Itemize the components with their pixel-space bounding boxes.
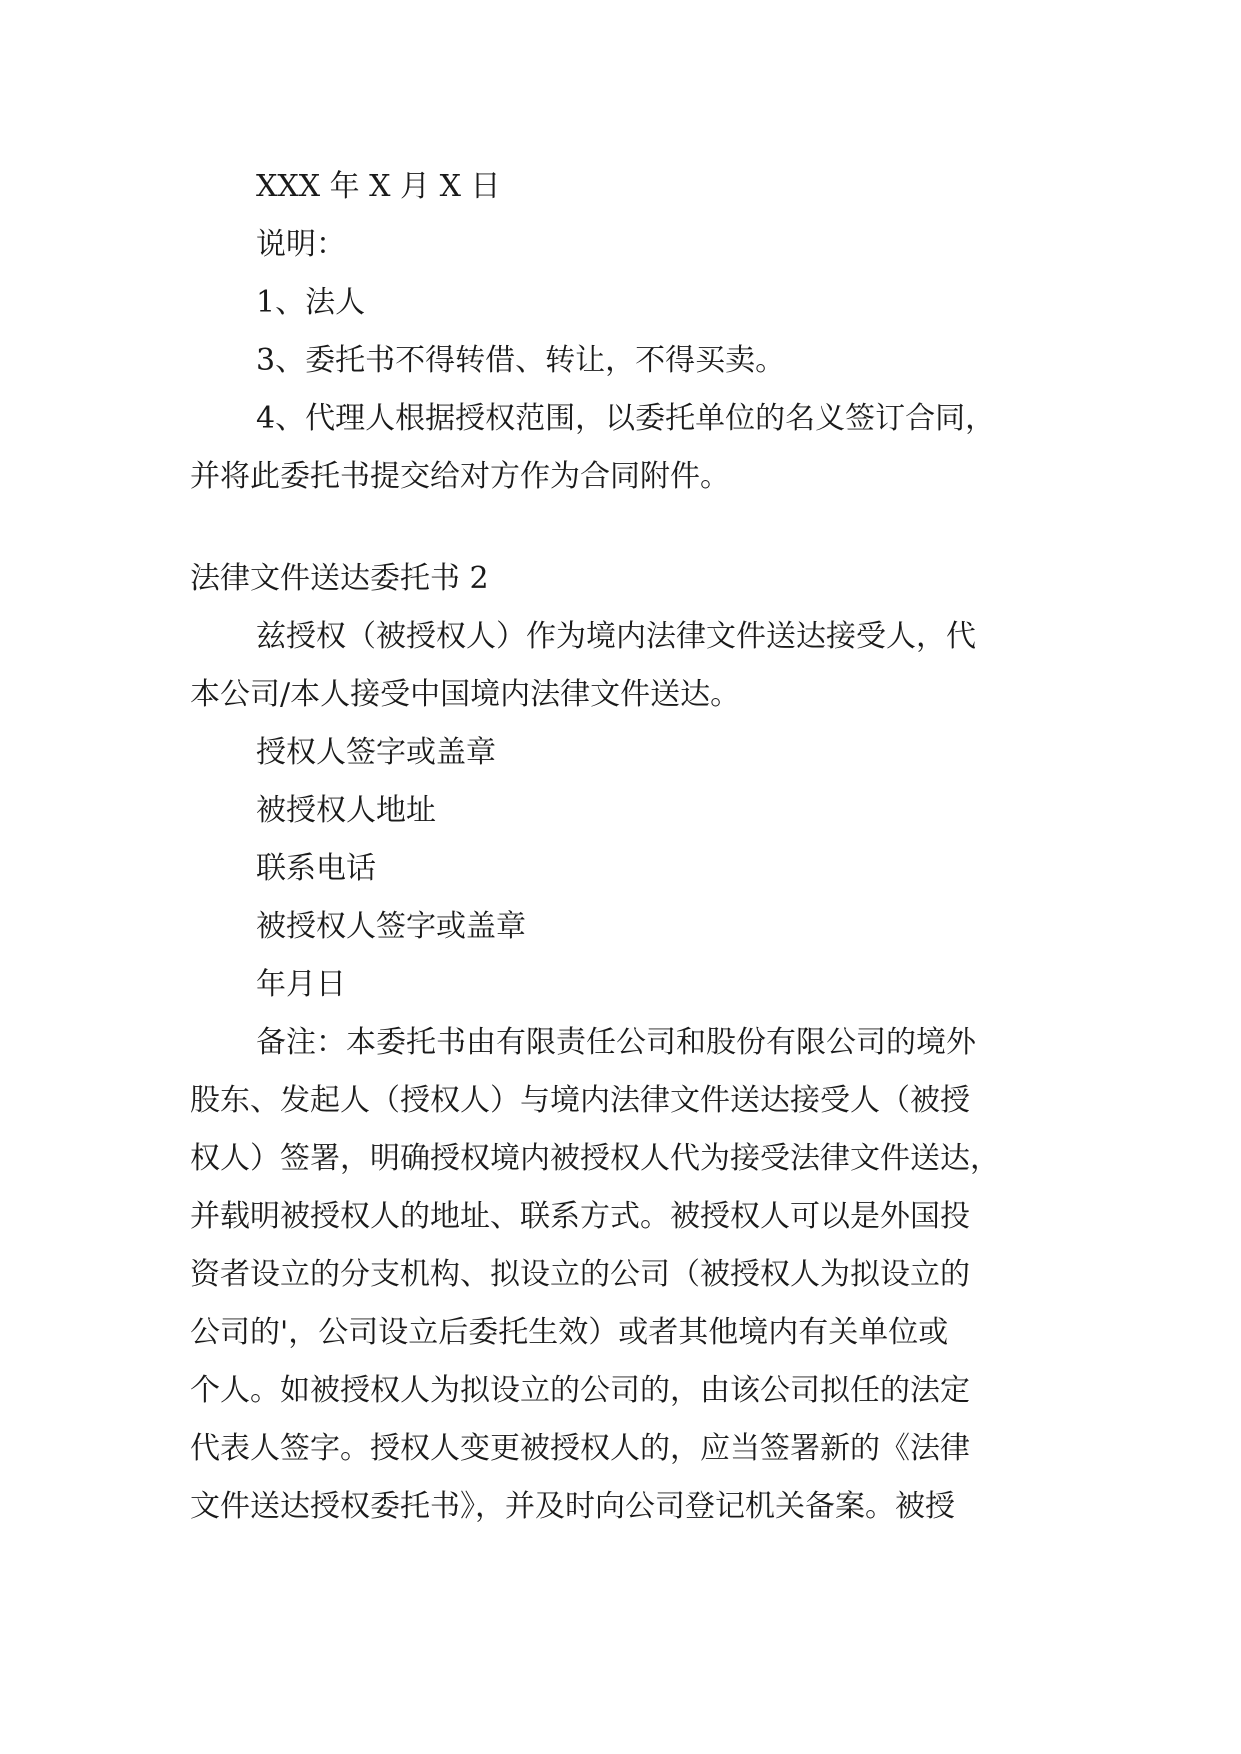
remark-line: 权人）签署，明确授权境内被授权人代为接受法律文件送达， [190,1141,1000,1176]
intro-line-2: 本公司/本人接受中国境内法律文件送达。 [190,677,741,712]
remark-line: 资者设立的分支机构、拟设立的公司（被授权人为拟设立的 [190,1257,970,1292]
note-item-4-line-2: 并将此委托书提交给对方作为合同附件。 [190,459,730,494]
grantor-signature-field: 授权人签字或盖章 [256,735,496,770]
remark-line: 代表人签字。授权人变更被授权人的，应当签署新的《法律 [190,1431,970,1466]
section-title: 法律文件送达委托书 2 [190,561,489,596]
remark-line: 备注：本委托书由有限责任公司和股份有限公司的境外 [256,1025,976,1060]
note-item-4-line-1: 4、代理人根据授权范围，以委托单位的名义签订合同， [256,401,996,436]
date-field: 年月日 [256,967,346,1002]
grantee-signature-field: 被授权人签字或盖章 [256,909,526,944]
document-body [190,158,1062,1536]
remark-line: 并载明被授权人的地址、联系方式。被授权人可以是外国投 [190,1199,970,1234]
intro-line-1: 兹授权（被授权人）作为境内法律文件送达接受人，代 [256,619,976,654]
note-item-1: 1、法人 [256,285,366,320]
note-item-3: 3、委托书不得转借、转让，不得买卖。 [256,343,786,378]
remark-line: 文件送达授权委托书》，并及时向公司登记机关备案。被授 [190,1489,955,1524]
note-heading: 说明： [256,227,346,262]
remark-line: 公司的'，公司设立后委托生效）或者其他境内有关单位或 [190,1315,949,1350]
remark-line: 股东、发起人（授权人）与境内法律文件送达接受人（被授 [190,1083,970,1118]
section-gap [190,506,1062,550]
remark-line: 个人。如被授权人为拟设立的公司的，由该公司拟任的法定 [190,1373,970,1408]
grantee-address-field: 被授权人地址 [256,793,436,828]
date-line: XXX 年 X 月 X 日 [256,169,501,204]
remark-paragraph [190,1014,1062,1536]
phone-field: 联系电话 [256,851,376,886]
